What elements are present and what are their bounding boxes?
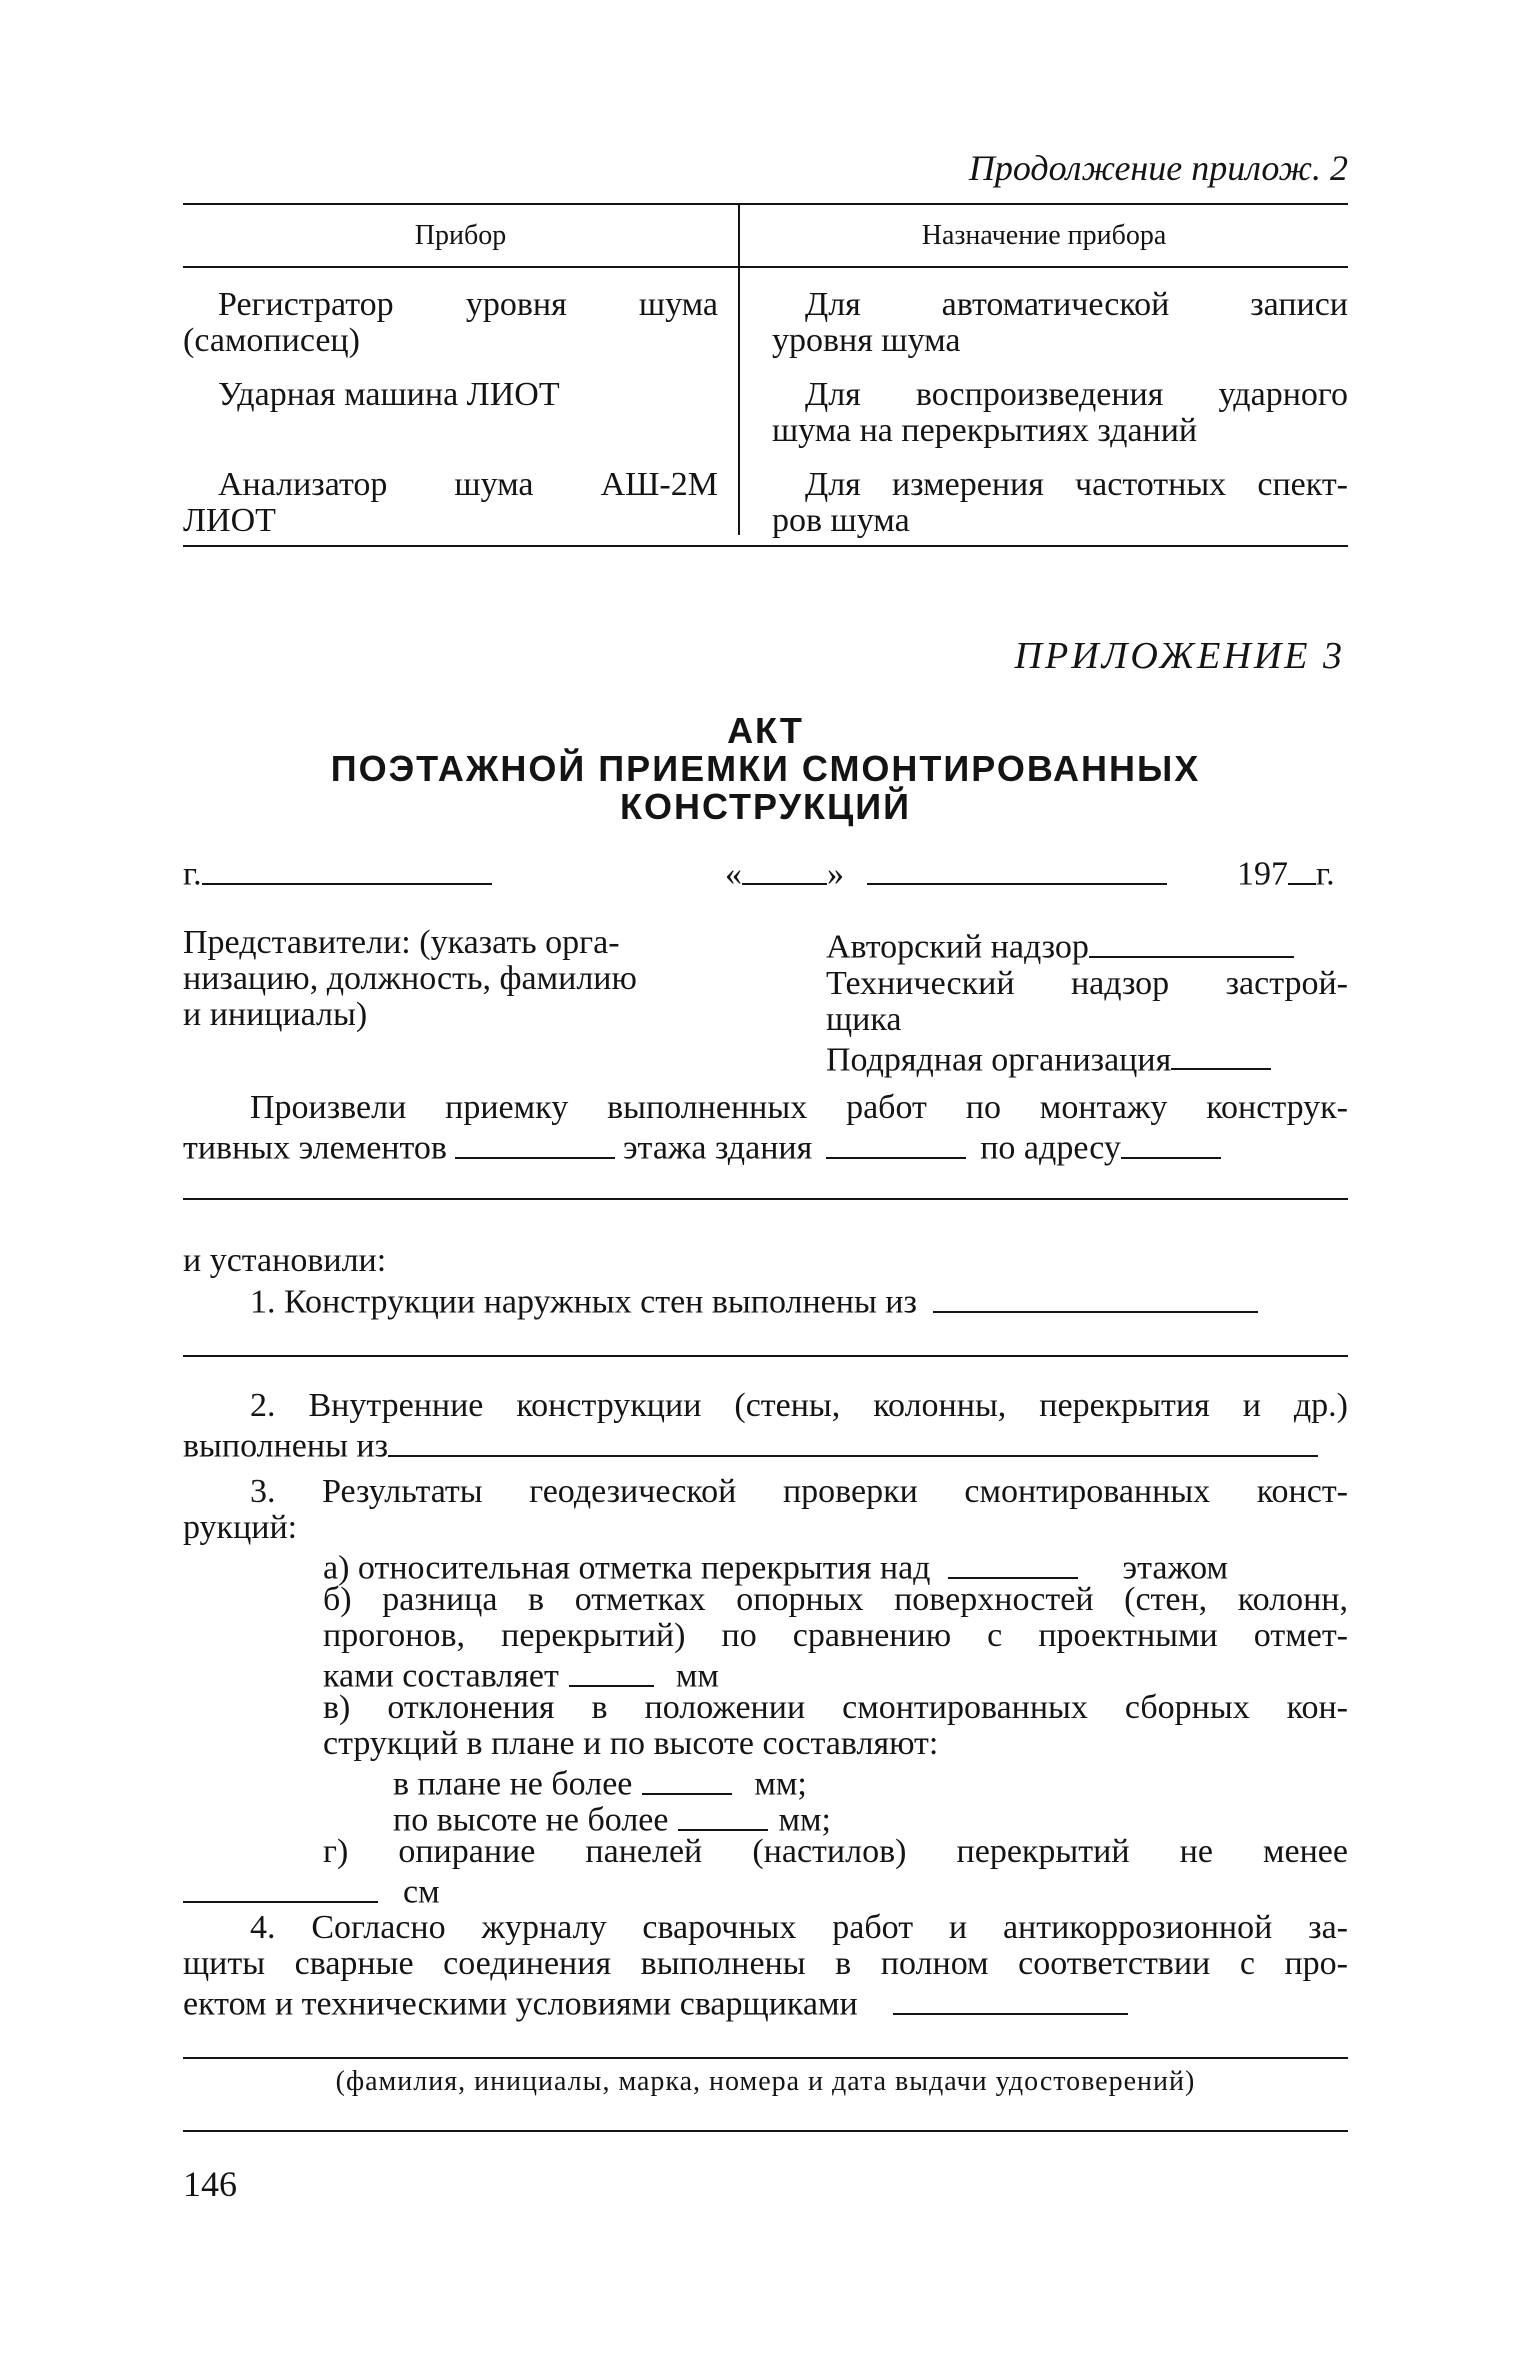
- table-column-divider: [738, 205, 740, 535]
- author-supervision: Авторский надзор: [826, 928, 1089, 966]
- date-line: [725, 852, 1167, 893]
- intro-line-2: [183, 1126, 1221, 1167]
- continuation-header: Продолжение прилож. 2: [968, 148, 1348, 188]
- item-4-l1: 4. Согласно журналу сварочных работ и антикоррозионной за-: [250, 1909, 1348, 1946]
- rep-left-l2: низацию, должность, фамилию: [183, 960, 637, 997]
- bottom-line: [183, 2130, 1348, 2132]
- item-2-text: 2. Внутренние конструкции (стены, колонны, перекрытия и др.): [250, 1387, 1348, 1424]
- intro-text: Произвели приемку выполненных работ по монтажу конструк-: [250, 1089, 1348, 1126]
- height-unit: мм;: [778, 1801, 831, 1839]
- purpose-line-cont: шума на перекрытиях зданий: [772, 412, 1198, 449]
- device-name: Анализатор шума АШ-2М: [218, 466, 718, 503]
- appendix-label: ПРИЛОЖЕНИЕ 3: [1014, 635, 1345, 677]
- table-header-purpose: Назначение прибора: [921, 220, 1167, 251]
- item-1-blank: [933, 1280, 1258, 1313]
- item-3b-l1: б) разница в отметках опорных поверхностей (стен, колонн,: [323, 1581, 1348, 1618]
- item-3b-blank: [569, 1654, 654, 1687]
- table-row: [218, 287, 718, 323]
- established-label: и установили:: [183, 1242, 387, 1279]
- item-4-cont-2: [183, 1982, 1128, 2023]
- intro-line-1: [250, 1090, 1348, 1126]
- device-purpose: [805, 287, 1348, 323]
- contractor-blank: [1171, 1038, 1271, 1071]
- quote-close: »: [827, 855, 844, 893]
- purpose-line: Для измерения частотных спект-: [805, 466, 1348, 503]
- item-2: [250, 1388, 1348, 1424]
- item-1-text: 1. Конструкции наружных стен выполнены из: [250, 1283, 917, 1321]
- floor-blank: [826, 1126, 966, 1159]
- table-bottom-rule: [183, 545, 1348, 547]
- table-header-rule: [183, 266, 1348, 268]
- address-blank: [1121, 1126, 1221, 1159]
- item-3b-l3: ками составляет: [323, 1657, 559, 1695]
- city-prefix: г.: [183, 855, 202, 893]
- purpose-line: Для воспроизведения ударного: [805, 376, 1348, 413]
- item-4-l3: ектом и техническими условиями сварщиками: [183, 1985, 858, 2023]
- item-3g-unit: см: [403, 1873, 440, 1911]
- item-3: [250, 1474, 1348, 1510]
- plan-text: в плане не более: [393, 1765, 633, 1803]
- purpose-line-cont: ров шума: [772, 502, 910, 539]
- item-4-cont: [183, 1946, 1348, 1982]
- act-title-l1: АКТ: [727, 710, 804, 751]
- device-name-cont: ЛИОТ: [183, 502, 276, 539]
- item-3v: [323, 1690, 1348, 1726]
- act-title-l3: КОНСТРУКЦИЙ: [619, 786, 911, 827]
- height-blank: [678, 1798, 768, 1831]
- welders-line: [183, 2057, 1348, 2059]
- address-line: [183, 1198, 1348, 1200]
- year-suffix: г.: [1316, 855, 1335, 893]
- act-title-l2: ПОЭТАЖНОЙ ПРИЕМКИ СМОНТИРОВАННЫХ: [330, 748, 1201, 789]
- item-2-blank: [388, 1424, 1318, 1457]
- day-blank: [742, 852, 827, 885]
- item-4-l2: щиты сварные соединения выполнены в полном соответствии с про-: [183, 1945, 1348, 1982]
- table-header-device: Прибор: [414, 220, 507, 251]
- rep-left-l1: Представители: (указать орга-: [183, 924, 620, 961]
- table-top-rule: [183, 203, 1348, 205]
- item-3v-plan: [393, 1762, 807, 1803]
- plan-unit: мм;: [754, 1765, 807, 1803]
- contractor: Подрядная организация: [826, 1041, 1172, 1079]
- item-1-line: [183, 1355, 1348, 1357]
- month-blank: [867, 852, 1167, 885]
- item-3a-blank: [948, 1546, 1078, 1579]
- representatives-left: [183, 925, 637, 1033]
- rep-author: [826, 925, 1348, 966]
- device-purpose: [805, 377, 1348, 413]
- device-name: Ударная машина ЛИОТ: [218, 376, 560, 413]
- elements-blank: [455, 1126, 615, 1159]
- item-2-made-of: выполнены из: [183, 1427, 389, 1465]
- plan-blank: [642, 1762, 732, 1795]
- page-number: 146: [183, 2164, 237, 2204]
- purpose-line: Для автоматической записи: [805, 286, 1348, 323]
- item-3b-l2: прогонов, перекрытий) по сравнению с проектными отмет-: [323, 1617, 1348, 1654]
- item-3g: [323, 1834, 1348, 1870]
- intro-floor: этажа здания: [622, 1129, 813, 1167]
- item-1: [250, 1280, 1258, 1321]
- rep-technical-cont: щика: [826, 1000, 902, 1038]
- device-name: Регистратор уровня шума: [218, 286, 718, 323]
- rep-left-l3: и инициалы): [183, 996, 368, 1033]
- item-4: [250, 1910, 1348, 1946]
- item-3g-l1: г) опирание панелей (настилов) перекрытий не менее: [323, 1833, 1348, 1870]
- item-3-cont: рукций:: [183, 1509, 298, 1546]
- item-3v-l1: в) отклонения в положении смонтированных сборных кон-: [323, 1689, 1348, 1726]
- intro-elements: тивных элементов: [183, 1129, 447, 1167]
- item-3b: [323, 1582, 1348, 1654]
- item-3g-cont: [183, 1870, 440, 1911]
- item-3-text: 3. Результаты геодезической проверки смонтированных конст-: [250, 1473, 1348, 1510]
- item-3b-unit: мм: [675, 1657, 719, 1695]
- table-row: [218, 467, 718, 503]
- act-title: [183, 712, 1348, 826]
- year-line: [1237, 852, 1335, 893]
- device-name-cont: (самописец): [183, 322, 360, 359]
- year: 197: [1237, 855, 1288, 893]
- item-3v-cont: струкций в плане и по высоте составляют:: [323, 1725, 939, 1762]
- author-blank: [1089, 925, 1294, 958]
- city-blank: [202, 852, 492, 885]
- device-purpose: [805, 467, 1348, 503]
- rep-contractor: [826, 1038, 1348, 1079]
- item-3a-suffix: этажом: [1122, 1549, 1228, 1587]
- purpose-line-cont: уровня шума: [772, 322, 961, 359]
- item-4-blank: [893, 1982, 1128, 2015]
- quote-open: «: [725, 855, 742, 893]
- rep-technical: Технический надзор застрой-: [826, 964, 1348, 1002]
- item-2-cont: [183, 1424, 1318, 1465]
- welders-footnote: (фамилия, инициалы, марка, номера и дата выдачи удостоверений): [335, 2066, 1196, 2097]
- item-3g-blank: [183, 1870, 378, 1903]
- height-text: по высоте не более: [393, 1801, 669, 1839]
- intro-address: по адресу: [980, 1129, 1121, 1167]
- item-3a-text: а) относительная отметка перекрытия над: [323, 1549, 931, 1587]
- city-line: [183, 852, 492, 893]
- year-blank: [1288, 852, 1316, 885]
- representatives-right: [826, 925, 1348, 1078]
